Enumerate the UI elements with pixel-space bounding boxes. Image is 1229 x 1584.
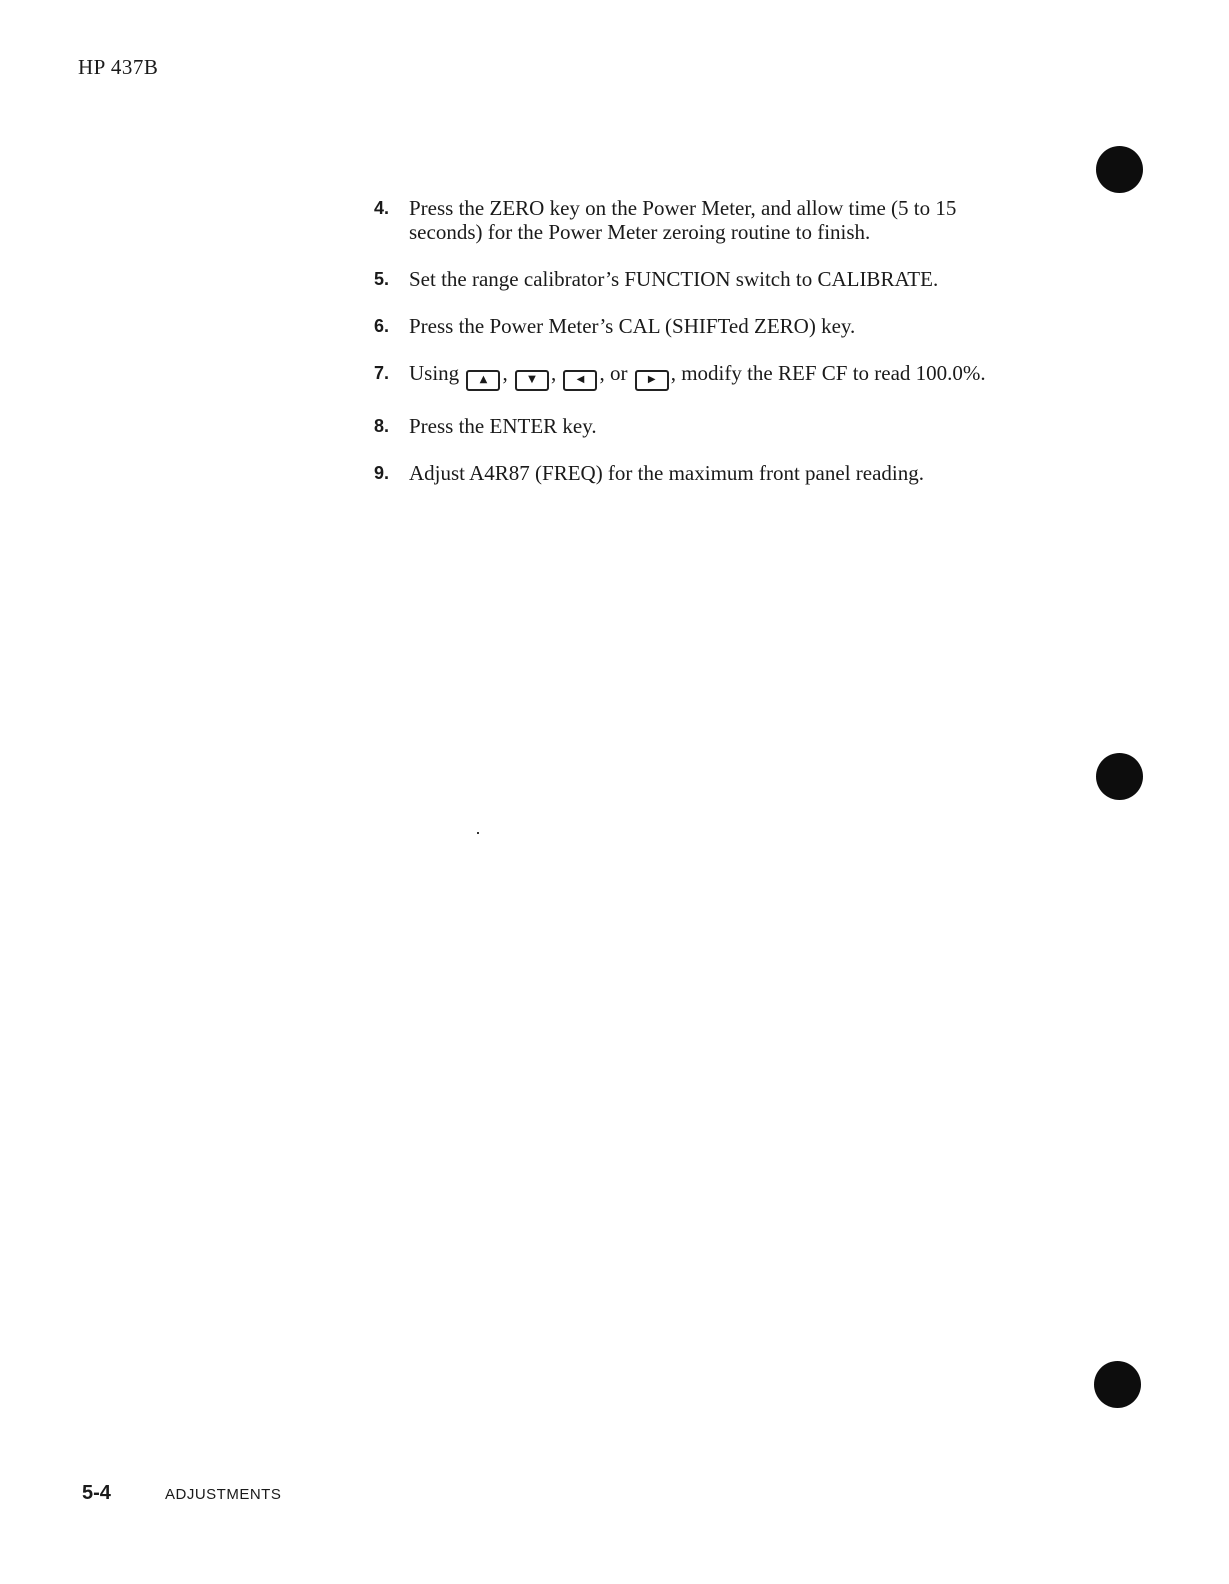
step-text: Adjust A4R87 (FREQ) for the maximum front panel reading. (409, 460, 925, 485)
step-6 (374, 314, 1014, 338)
right-arrow-key-icon: ▶ (635, 370, 669, 391)
step-8 (374, 414, 1014, 438)
step-number: 6. (374, 316, 390, 336)
step-number: 5. (374, 269, 390, 289)
down-arrow-key-icon: ▼ (515, 370, 549, 391)
step-number: 9. (374, 462, 390, 483)
left-arrow-key-icon: ◀ (563, 370, 597, 391)
binder-hole-bottom (1094, 1361, 1141, 1408)
step-text: Press the ENTER key. (409, 413, 597, 438)
procedure-steps (374, 196, 1014, 508)
step-5 (374, 267, 1014, 291)
step-number: 8. (374, 415, 390, 436)
step-text (409, 361, 1014, 391)
step-9 (374, 461, 1014, 485)
separator: , (502, 361, 508, 385)
step-text: Set the range calibrator’s FUNCTION switch to CALIBRATE. (409, 267, 939, 291)
page-header: HP 437B (78, 55, 159, 79)
step-number: 7. (374, 363, 390, 383)
step-text-prefix: Using (409, 361, 460, 385)
up-arrow-key-icon: ▲ (466, 370, 500, 391)
step-text-suffix: , modify the REF CF to read 100.0%. (670, 361, 986, 385)
step-7 (374, 361, 1014, 391)
binder-hole-middle (1096, 753, 1143, 800)
binder-hole-top (1096, 146, 1143, 193)
step-text: Press the ZERO key on the Power Meter, and allow time (5 to 15 seconds) for the Power Meter zeroing routine to finish. (409, 196, 957, 244)
page-number: 5-4 (82, 1482, 111, 1504)
separator: , (550, 361, 557, 385)
step-4 (374, 196, 1014, 244)
step-number: 4. (374, 198, 390, 218)
stray-mark (477, 832, 479, 834)
section-label: ADJUSTMENTS (165, 1486, 282, 1503)
separator: , or (599, 361, 628, 385)
step-text: Press the Power Meter’s CAL (SHIFTed ZERO) key. (409, 314, 856, 338)
